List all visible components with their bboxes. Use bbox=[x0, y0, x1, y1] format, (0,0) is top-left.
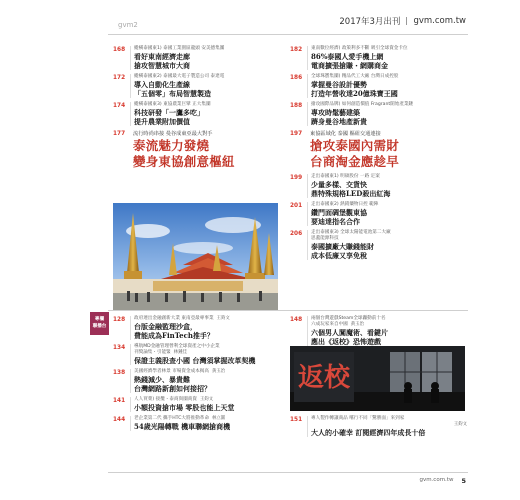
entry-title: 看好東南經濟走廊 bbox=[134, 52, 190, 61]
page-number: 148 bbox=[290, 317, 303, 323]
entry-subtitle: 搶攻智慧城市大商 bbox=[134, 61, 190, 70]
page-number: 188 bbox=[290, 103, 303, 109]
entry-title: 專攻時髦藝建築 bbox=[311, 108, 360, 117]
section-divider bbox=[108, 310, 468, 311]
left-top-column bbox=[113, 46, 278, 174]
left-bottom-column bbox=[113, 316, 278, 435]
issue-date: 2017年3月出刊 bbox=[339, 17, 401, 27]
entry-title: 小額投資搶市場 零股也能上天堂 bbox=[134, 403, 235, 412]
entry-category: 搶攻國際品牌) 如何創造價值 Fragrant開始產業鏈 bbox=[311, 102, 414, 107]
entry-subtitle: 躋身曼谷地產新貴 bbox=[311, 117, 367, 126]
entry-category: 導航MD金融管理營利全球資產之中小企業 bbox=[134, 344, 220, 349]
entry-title: 鑽門面碉堡觀東協 bbox=[311, 208, 367, 217]
entry-category: 走出泰國東3) 全球太陽能電池第二大廠 bbox=[311, 230, 391, 235]
entry-category-sub: 刊獎論集・引能緊 bbox=[134, 350, 171, 355]
page-header bbox=[339, 15, 466, 27]
toc-entry[interactable] bbox=[113, 46, 278, 70]
feature-subtitle: 台商淘金應趁早 bbox=[310, 154, 399, 169]
entry-title: 少量多樣、交貨快 bbox=[311, 180, 367, 189]
entry-category-sub: 六成玩家來自中國 bbox=[311, 322, 348, 327]
entry-subtitle: 電商擴張搶賺・網購商金 bbox=[311, 61, 388, 70]
toc-entry[interactable] bbox=[290, 74, 467, 98]
page-id: gvm2 bbox=[118, 21, 138, 29]
toc-entry[interactable] bbox=[113, 397, 278, 412]
entry-category: 全球珠寶集團) 精品代工大廠 台灣日成控股 bbox=[311, 74, 399, 79]
entry-title: 六個男人闖魔術、看鍵片 bbox=[311, 328, 388, 337]
page-number: 128 bbox=[113, 317, 126, 323]
page-number: 186 bbox=[290, 75, 303, 81]
entry-category: 東南數位經濟) 政策利多不斷 吸引全球資金卡位 bbox=[311, 46, 408, 51]
entry-category: 政府連出金融創新大業 東南亞最專事業 bbox=[134, 316, 214, 321]
page-number: 172 bbox=[113, 75, 126, 81]
entry-author: 王鈞文 bbox=[199, 397, 214, 402]
entry-title: 泰國擴廠大賺錢能財 bbox=[311, 242, 374, 251]
entry-author: 林鍾佳 bbox=[173, 350, 187, 355]
page-number: 177 bbox=[113, 131, 126, 137]
entry-subtitle: 提升農業附加價值 bbox=[134, 117, 190, 126]
site-url[interactable]: gvm.com.tw bbox=[413, 16, 466, 26]
entry-author: 黃玉治 bbox=[350, 322, 364, 327]
page-number: 206 bbox=[290, 231, 303, 237]
entry-title: 保證主義股查小國 台灣須掌握改革契機 bbox=[134, 356, 256, 365]
page-number: 174 bbox=[113, 103, 126, 109]
page-number: 197 bbox=[290, 131, 303, 137]
toc-entry[interactable] bbox=[290, 230, 467, 260]
entry-title: 台版金融監理沙盒， bbox=[134, 322, 197, 331]
page-footer bbox=[419, 477, 466, 485]
entry-author: 王鈞文 bbox=[453, 422, 467, 427]
entry-category: 人人買菜) 接攬・泰商與團商資 bbox=[134, 397, 197, 402]
entry-subtitle: 「五個零」布局智慧製造 bbox=[134, 89, 211, 98]
page-number: 201 bbox=[290, 203, 303, 209]
section-badge: 專欄 聯播台 bbox=[90, 312, 109, 335]
toc-entry[interactable] bbox=[290, 46, 467, 70]
entry-title: 導入自動化生產線 bbox=[134, 80, 190, 89]
page-number: 134 bbox=[113, 345, 126, 351]
entry-title: 86%泰國人愛手機上網 bbox=[311, 52, 384, 61]
entry-title: 掌握曼谷設計優勢 bbox=[311, 80, 367, 89]
toc-entry[interactable] bbox=[113, 316, 278, 340]
entry-title: 熱錢減少、暴貴難 bbox=[134, 375, 190, 384]
toc-feature-entry[interactable] bbox=[113, 130, 278, 170]
entry-category-sub: 思蓋能源科技 bbox=[311, 236, 339, 241]
entry-author: 黃玉治 bbox=[211, 369, 226, 374]
feature-title: 泰流魅力發燒 bbox=[133, 138, 210, 153]
toc-entry[interactable] bbox=[290, 102, 467, 126]
toc-entry[interactable] bbox=[290, 174, 467, 198]
entry-subtitle: 鼎特殊規格LED殺出紅海 bbox=[311, 189, 391, 198]
entry-subtitle: 應出《返校》恐怖遊戲 bbox=[311, 337, 381, 346]
right-bottom-column-2 bbox=[290, 416, 467, 441]
entry-category: 專人製作轉讓商品 嚐行不同「驚勝面」來到家 bbox=[311, 416, 405, 421]
footer-site[interactable]: gvm.com.tw bbox=[419, 477, 454, 483]
page-number: 141 bbox=[113, 398, 126, 404]
toc-entry[interactable] bbox=[113, 102, 278, 126]
entry-category: 美國經濟學者林景 市場資金成本揭高 bbox=[134, 369, 209, 374]
toc-entry[interactable] bbox=[113, 74, 278, 98]
toc-entry[interactable] bbox=[290, 416, 467, 437]
entry-category: 走出泰國東2) 熱銷藥物日控 範陣 bbox=[311, 202, 379, 207]
toc-entry[interactable] bbox=[290, 316, 467, 346]
entry-category: 縱橫泰國東2) 泰國最大電子製造公司 泰達電 bbox=[134, 74, 225, 79]
entry-author: 林立圓 bbox=[211, 416, 226, 421]
toc-entry[interactable] bbox=[290, 202, 467, 226]
entry-category: 縱橫泰國東3) 東協農業巨擘 正大集團 bbox=[134, 102, 211, 107]
entry-subtitle: 打造年營收達20億珠寶王國 bbox=[311, 89, 398, 98]
game-illustration bbox=[290, 346, 465, 411]
entry-subtitle: 台灣網路新創如何接招？ bbox=[134, 384, 211, 393]
temple-illustration bbox=[113, 203, 278, 311]
entry-subtitle: 要迪達指名合作 bbox=[311, 217, 360, 226]
entry-category: 兩個台灣遊戲Steam全球轟動前十名 bbox=[311, 316, 386, 321]
entry-subtitle: 費能成為FinTech推手？ bbox=[134, 331, 214, 340]
page-number: 199 bbox=[290, 175, 303, 181]
toc-feature-entry[interactable] bbox=[290, 130, 467, 170]
entry-title: 大人的小確幸 訂閱經濟四年成長十倍 bbox=[311, 428, 426, 437]
toc-entry[interactable] bbox=[113, 369, 278, 393]
right-top-column bbox=[290, 46, 467, 264]
page-number: 168 bbox=[113, 47, 126, 53]
toc-entry[interactable] bbox=[113, 344, 278, 365]
page-number: 182 bbox=[290, 47, 303, 53]
entry-category: 老企業第二代 攜手HTC大將推動革命 bbox=[134, 416, 209, 421]
entry-author: 王鈞文 bbox=[216, 316, 230, 321]
entry-category: 縱橫泰國東1) 泰國工業園區龍頭 安美德集團 bbox=[134, 46, 225, 51]
temple-photo bbox=[113, 203, 278, 311]
entry-title: 54歲光陽轉戰 機車聯網搶商機 bbox=[134, 422, 231, 431]
page-number: 151 bbox=[290, 417, 303, 423]
header-separator bbox=[406, 17, 407, 25]
page-number: 138 bbox=[113, 370, 126, 376]
right-bottom-column bbox=[290, 316, 467, 350]
feature-subtitle: 變身東協創意樞紐 bbox=[133, 154, 235, 169]
entry-category: 東協區域化 泰國 樞紐交通連接 bbox=[310, 131, 381, 137]
entry-category: 走出泰國東1) 明碩股份 一路 定案 bbox=[311, 174, 380, 179]
entry-subtitle: 成本低廉又享免稅 bbox=[311, 251, 367, 260]
footer-page-number: 5 bbox=[461, 477, 466, 485]
game-title-text: 返校 bbox=[298, 363, 351, 393]
game-photo bbox=[290, 346, 465, 411]
page-number: 144 bbox=[113, 417, 126, 423]
entry-title: 科技研發「一鷹多吃」 bbox=[134, 108, 204, 117]
feature-title: 搶攻泰國內需財 bbox=[310, 138, 399, 153]
toc-entry[interactable] bbox=[113, 416, 278, 431]
entry-category: 流行時尚串接 曼谷成東亞最大對手 bbox=[133, 131, 213, 137]
footer-rule bbox=[108, 472, 468, 473]
header-rule bbox=[108, 34, 468, 35]
